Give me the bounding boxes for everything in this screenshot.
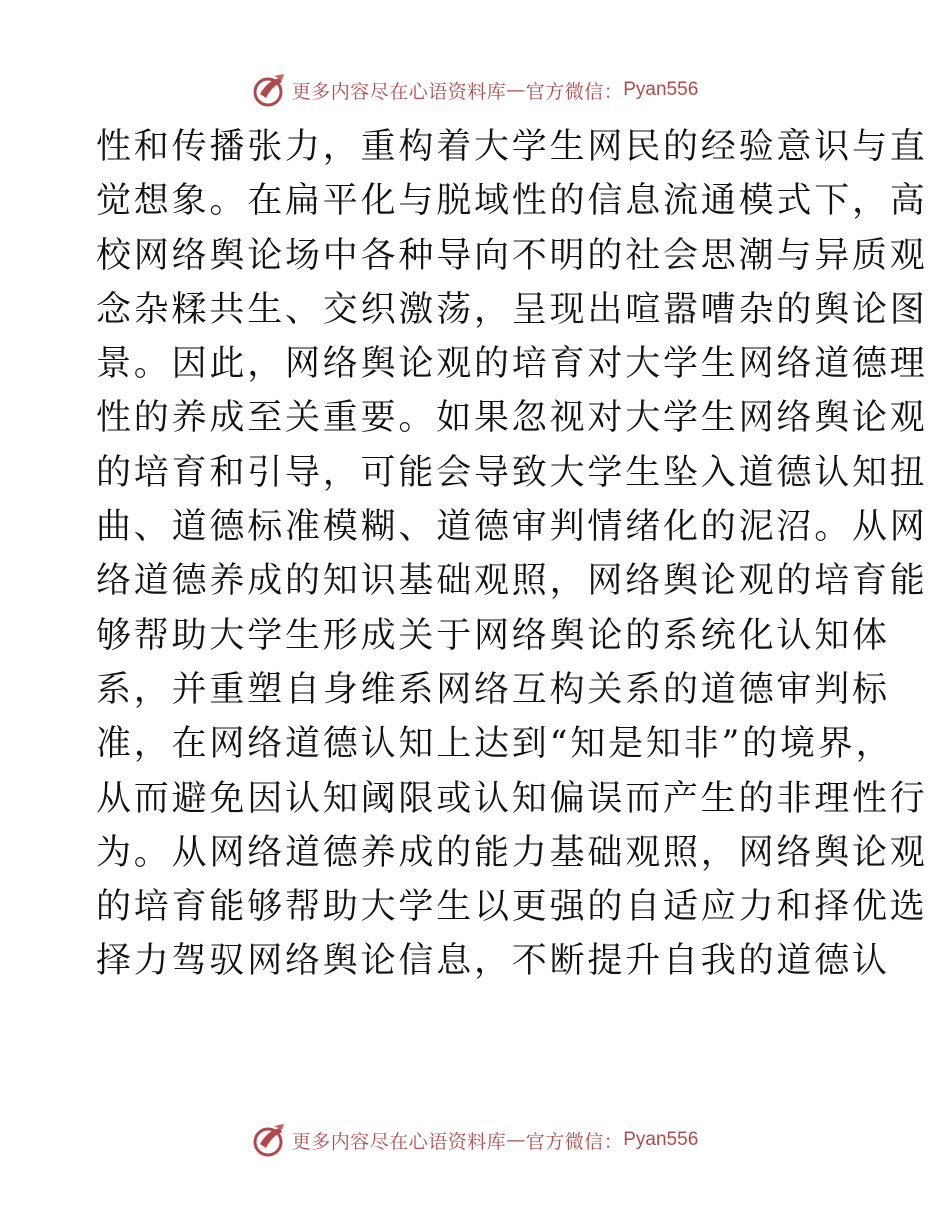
body-line: 曲、道德标准模糊、道德审判情绪化的泥沼。从网 [96, 507, 928, 548]
footer-dash: — [506, 1129, 526, 1151]
body-line: 够帮助大学生形成关于网络舆论的系统化认知体 [96, 615, 890, 656]
body-line: 景。因此，网络舆论观的培育对大学生网络道德理 [96, 344, 928, 385]
body-line: 的培育能够帮助大学生以更强的自适应力和择优选 [96, 887, 928, 928]
footer-banner [0, 1120, 950, 1160]
body-line: 准，在网络道德认知上达到“知是知非”的境界， [96, 724, 894, 765]
body-line: 络道德养成的知识基础观照，网络舆论观的培育能 [96, 561, 928, 602]
body-line: 念杂糅共生、交织激荡，呈现出喧嚣嘈杂的舆论图 [96, 289, 928, 330]
header-wechat-id: Pyan556 [623, 79, 699, 100]
body-line: 性和传播张力，重构着大学生网民的经验意识与直 [96, 127, 928, 167]
footer-wechat-id: Pyan556 [623, 1129, 699, 1150]
body-line: 性的养成至关重要。如果忽视对大学生网络舆论观 [96, 398, 928, 439]
body-line: 系，并重塑自身维系网络互构关系的道德审判标 [96, 669, 890, 710]
brand-logo-icon [252, 72, 288, 108]
body-line: 校网络舆论场中各种导向不明的社会思潮与异质观 [96, 235, 928, 276]
body-line: 的培育和引导，可能会导致大学生坠入道德认知扭 [96, 452, 928, 493]
header-brand-text: 更多内容尽在心语资料库 [291, 80, 507, 103]
document-body [96, 120, 928, 989]
footer-brand-text: 更多内容尽在心语资料库 [291, 1130, 507, 1153]
header-banner [0, 70, 950, 110]
body-line: 择力驾驭网络舆论信息，不断提升自我的道德认 [96, 941, 890, 982]
body-line: 从而避免因认知阈限或认知偏误而产生的非理性行 [96, 778, 928, 819]
brand-logo-icon [252, 1122, 288, 1158]
body-line: 觉想象。在扁平化与脱域性的信息流通模式下，高 [96, 181, 928, 222]
footer-wechat-label: 官方微信： [525, 1130, 624, 1153]
body-line: 为。从网络道德养成的能力基础观照，网络舆论观 [96, 832, 928, 873]
header-dash: — [506, 79, 526, 101]
header-wechat-label: 官方微信： [525, 80, 624, 103]
